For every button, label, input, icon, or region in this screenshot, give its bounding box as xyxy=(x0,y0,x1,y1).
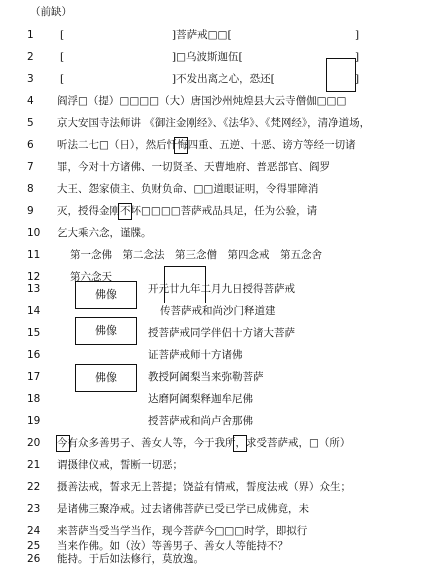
line-text: 来菩萨当受当学当作，现今菩萨今□□□时学，即拟行 xyxy=(57,525,308,537)
line-number: 2 xyxy=(27,51,34,63)
line-number: 10 xyxy=(27,227,41,239)
line-text: 能持。于后如法修行，莫放逸。 xyxy=(57,553,204,565)
line-number: 17 xyxy=(27,371,41,383)
line-text: 罪，今对十方诸佛、一切贤圣、天曹地府、普恶部官、阎罗 xyxy=(57,161,330,173)
line-number: 18 xyxy=(27,393,41,405)
buddha-image-box: 佛像 xyxy=(75,364,137,392)
line-text: 京大安国寺法师讲 《御注金刚经》、《法华》、《梵网经》，清净道场， xyxy=(57,117,371,129)
line-3-part-b: ]不发出离之心，恐还[ xyxy=(172,73,275,85)
line-number: 12 xyxy=(27,271,41,283)
line-number: 20 xyxy=(27,437,41,449)
buddha-image-box: 佛像 xyxy=(75,281,137,309)
line-number: 3 xyxy=(27,73,34,85)
line-text: 开元廿九年二月九日授得菩萨戒 xyxy=(148,283,295,295)
line-number: 13 xyxy=(27,283,41,295)
line-text: 乞大乘六念，谨牒。 xyxy=(57,227,152,239)
line-text: 达磨阿阇梨释迦牟尼佛 xyxy=(148,393,253,405)
line-text: 灭，授得金刚不坏□□□□菩萨戒品具足，任为公验，请 xyxy=(57,205,318,217)
line-number: 24 xyxy=(27,525,41,537)
line-text: 今有众多善男子、善女人等，今于我所，求受菩萨戒，□（所） xyxy=(57,437,351,449)
line-text: 听法二七□（日），然后忏悔四重、五逆、十恶、谤方等经一切诸 xyxy=(57,139,356,151)
buddha-image-box: 佛像 xyxy=(75,317,137,345)
lacuna-header: （前缺） xyxy=(30,6,72,18)
line-text: 阎浮□（提）□□□□（大）唐国沙州炖煌县大云寺僧伽□□□ xyxy=(57,95,347,107)
line-3-part-a: [ xyxy=(60,73,65,85)
line-number: 9 xyxy=(27,205,34,217)
line-number: 15 xyxy=(27,327,41,339)
date-overwrite-box xyxy=(164,266,206,303)
line-number: 25 xyxy=(27,540,41,552)
line-text: 第六念天 xyxy=(70,271,112,283)
line-text: 授菩萨戒和尚卢舍那佛 xyxy=(148,415,253,427)
line-number: 14 xyxy=(27,305,41,317)
line-number: 21 xyxy=(27,459,41,471)
line-3-part-c: ] xyxy=(355,73,360,85)
line-number: 26 xyxy=(27,553,41,565)
line-text: 传菩萨戒和尚沙门释道建 xyxy=(160,305,276,317)
line-number: 23 xyxy=(27,503,41,515)
line-number: 11 xyxy=(27,249,41,261)
line-text: 第一念佛 第二念法 第三念僧 第四念戒 第五念舍 xyxy=(70,249,322,261)
char-highlight-box xyxy=(56,435,70,452)
line-2-part-b: ]□乌波斯迦伍[ xyxy=(172,51,243,63)
line-text: 授菩萨戒同学伴侣十方诸大菩萨 xyxy=(148,327,295,339)
line-number: 7 xyxy=(27,161,34,173)
line-number: 6 xyxy=(27,139,34,151)
line-text: 是诸佛三聚净戒。过去诸佛菩萨已受已学已成佛竟，未 xyxy=(57,503,309,515)
line-text: 教授阿阇梨当来弥勒菩萨 xyxy=(148,371,264,383)
line-number: 22 xyxy=(27,481,41,493)
char-highlight-box xyxy=(233,435,247,452)
line-number: 5 xyxy=(27,117,34,129)
line-text: 摄善法戒，誓求无上菩提；饶益有情戒，誓度法戒（界）众生； xyxy=(57,481,351,493)
line-text: 证菩萨戒师十方诸佛 xyxy=(148,349,243,361)
line-text: 当来作佛。如（汝）等善男子、善女人等能持不？ xyxy=(57,540,288,552)
line-number: 16 xyxy=(27,349,41,361)
line-1-part-b: ]菩萨戒□□[ xyxy=(172,29,232,41)
line-2-part-c: ] xyxy=(355,51,360,63)
line-number: 4 xyxy=(27,95,34,107)
seal-box xyxy=(326,58,356,92)
line-text: 谓摄律仪戒，誓断一切恶； xyxy=(57,459,183,471)
line-1-part-c: ] xyxy=(355,29,360,41)
line-number: 1 xyxy=(27,29,34,41)
line-text: 大王、怨家债主、负财负命、□□道眼证明，令得罪障消 xyxy=(57,183,319,195)
line-number: 19 xyxy=(27,415,41,427)
line-number: 8 xyxy=(27,183,34,195)
char-highlight-box xyxy=(174,137,188,154)
line-2-part-a: [ xyxy=(60,51,65,63)
char-highlight-box xyxy=(118,203,132,220)
line-1-part-a: [ xyxy=(60,29,65,41)
